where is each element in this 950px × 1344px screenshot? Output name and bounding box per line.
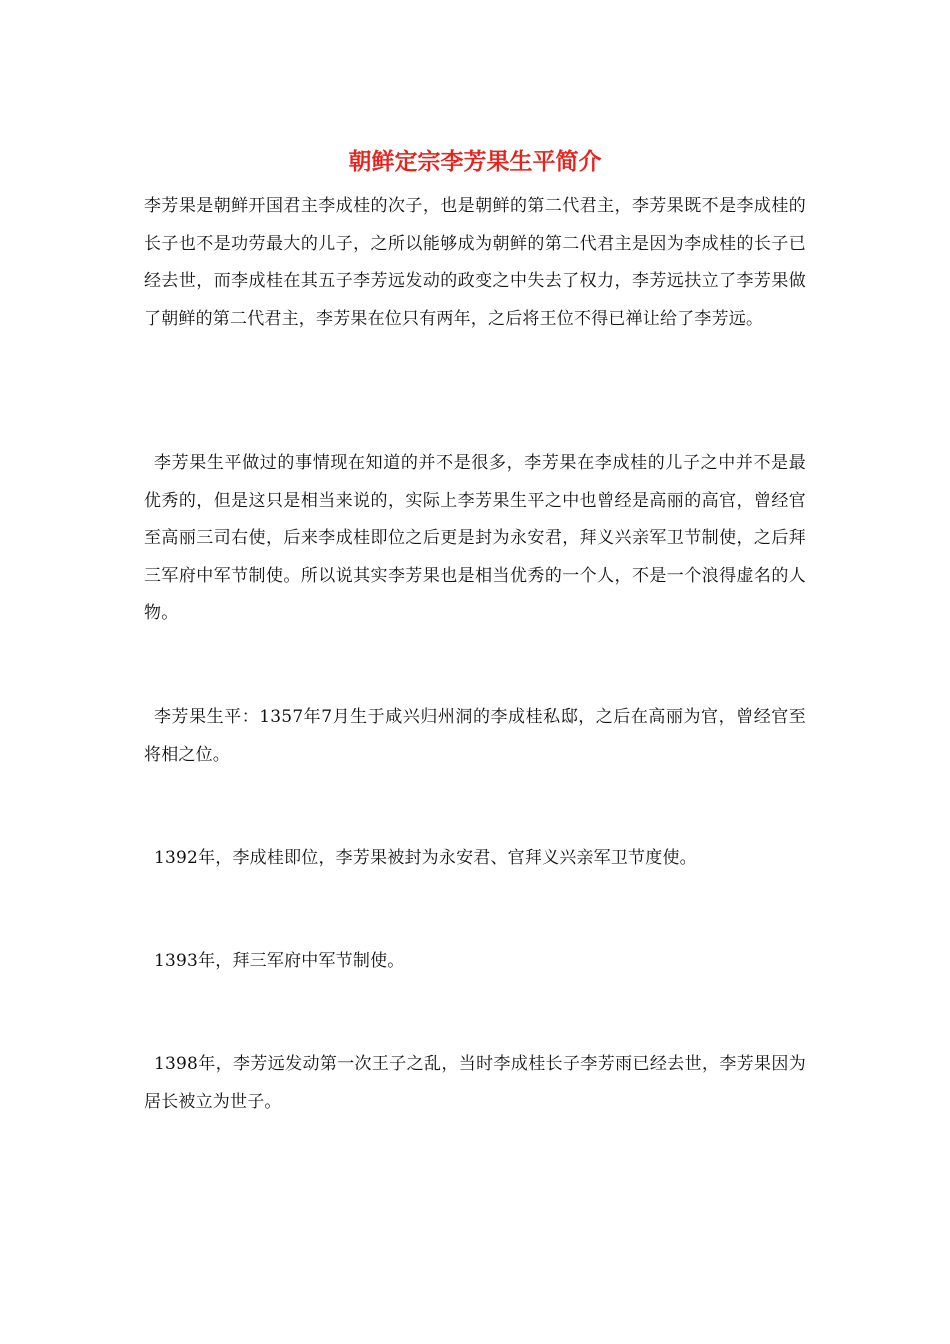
paragraph-birth: 李芳果生平：1357年7月生于咸兴归州洞的李成桂私邸，之后在高丽为官，曾经官至将相之位。 — [144, 707, 806, 765]
paragraph-1392: 1392年，李成桂即位，李芳果被封为永安君、官拜义兴亲军卫节度使。 — [154, 848, 697, 868]
paragraph-achievements: 李芳果生平做过的事情现在知道的并不是很多，李芳果在李成桂的儿子之中并不是最优秀的，但是这只是相当来说的，实际上李芳果生平之中也曾经是高丽的高官，曾经官至高丽三司右使，后来李成桂即位之后更是封为永安君，拜义兴亲军卫节制使，之后拜三军府中军节制使。所以说其实李芳果也是相当优秀的一个人，不是一个浪得虚名的人物。 — [144, 453, 806, 623]
paragraph-1398: 1398年，李芳远发动第一次王子之乱，当时李成桂长子李芳雨已经去世，李芳果因为居长被立为世子。 — [144, 1054, 806, 1112]
paragraph-intro: 李芳果是朝鲜开国君主李成桂的次子，也是朝鲜的第二代君主，李芳果既不是李成桂的长子也不是功劳最大的儿子，之所以能够成为朝鲜的第二代君主是因为李成桂的长子已经去世，而李成桂在其五子李芳远发动的政变之中失去了权力，李芳远扶立了李芳果做了朝鲜的第二代君主，李芳果在位只有两年，之后将王位不得已禅让给了李芳远。 — [144, 196, 806, 329]
document-title: 朝鲜定宗李芳果生平简介 — [348, 149, 602, 175]
paragraph-1393: 1393年，拜三军府中军节制使。 — [154, 951, 405, 971]
